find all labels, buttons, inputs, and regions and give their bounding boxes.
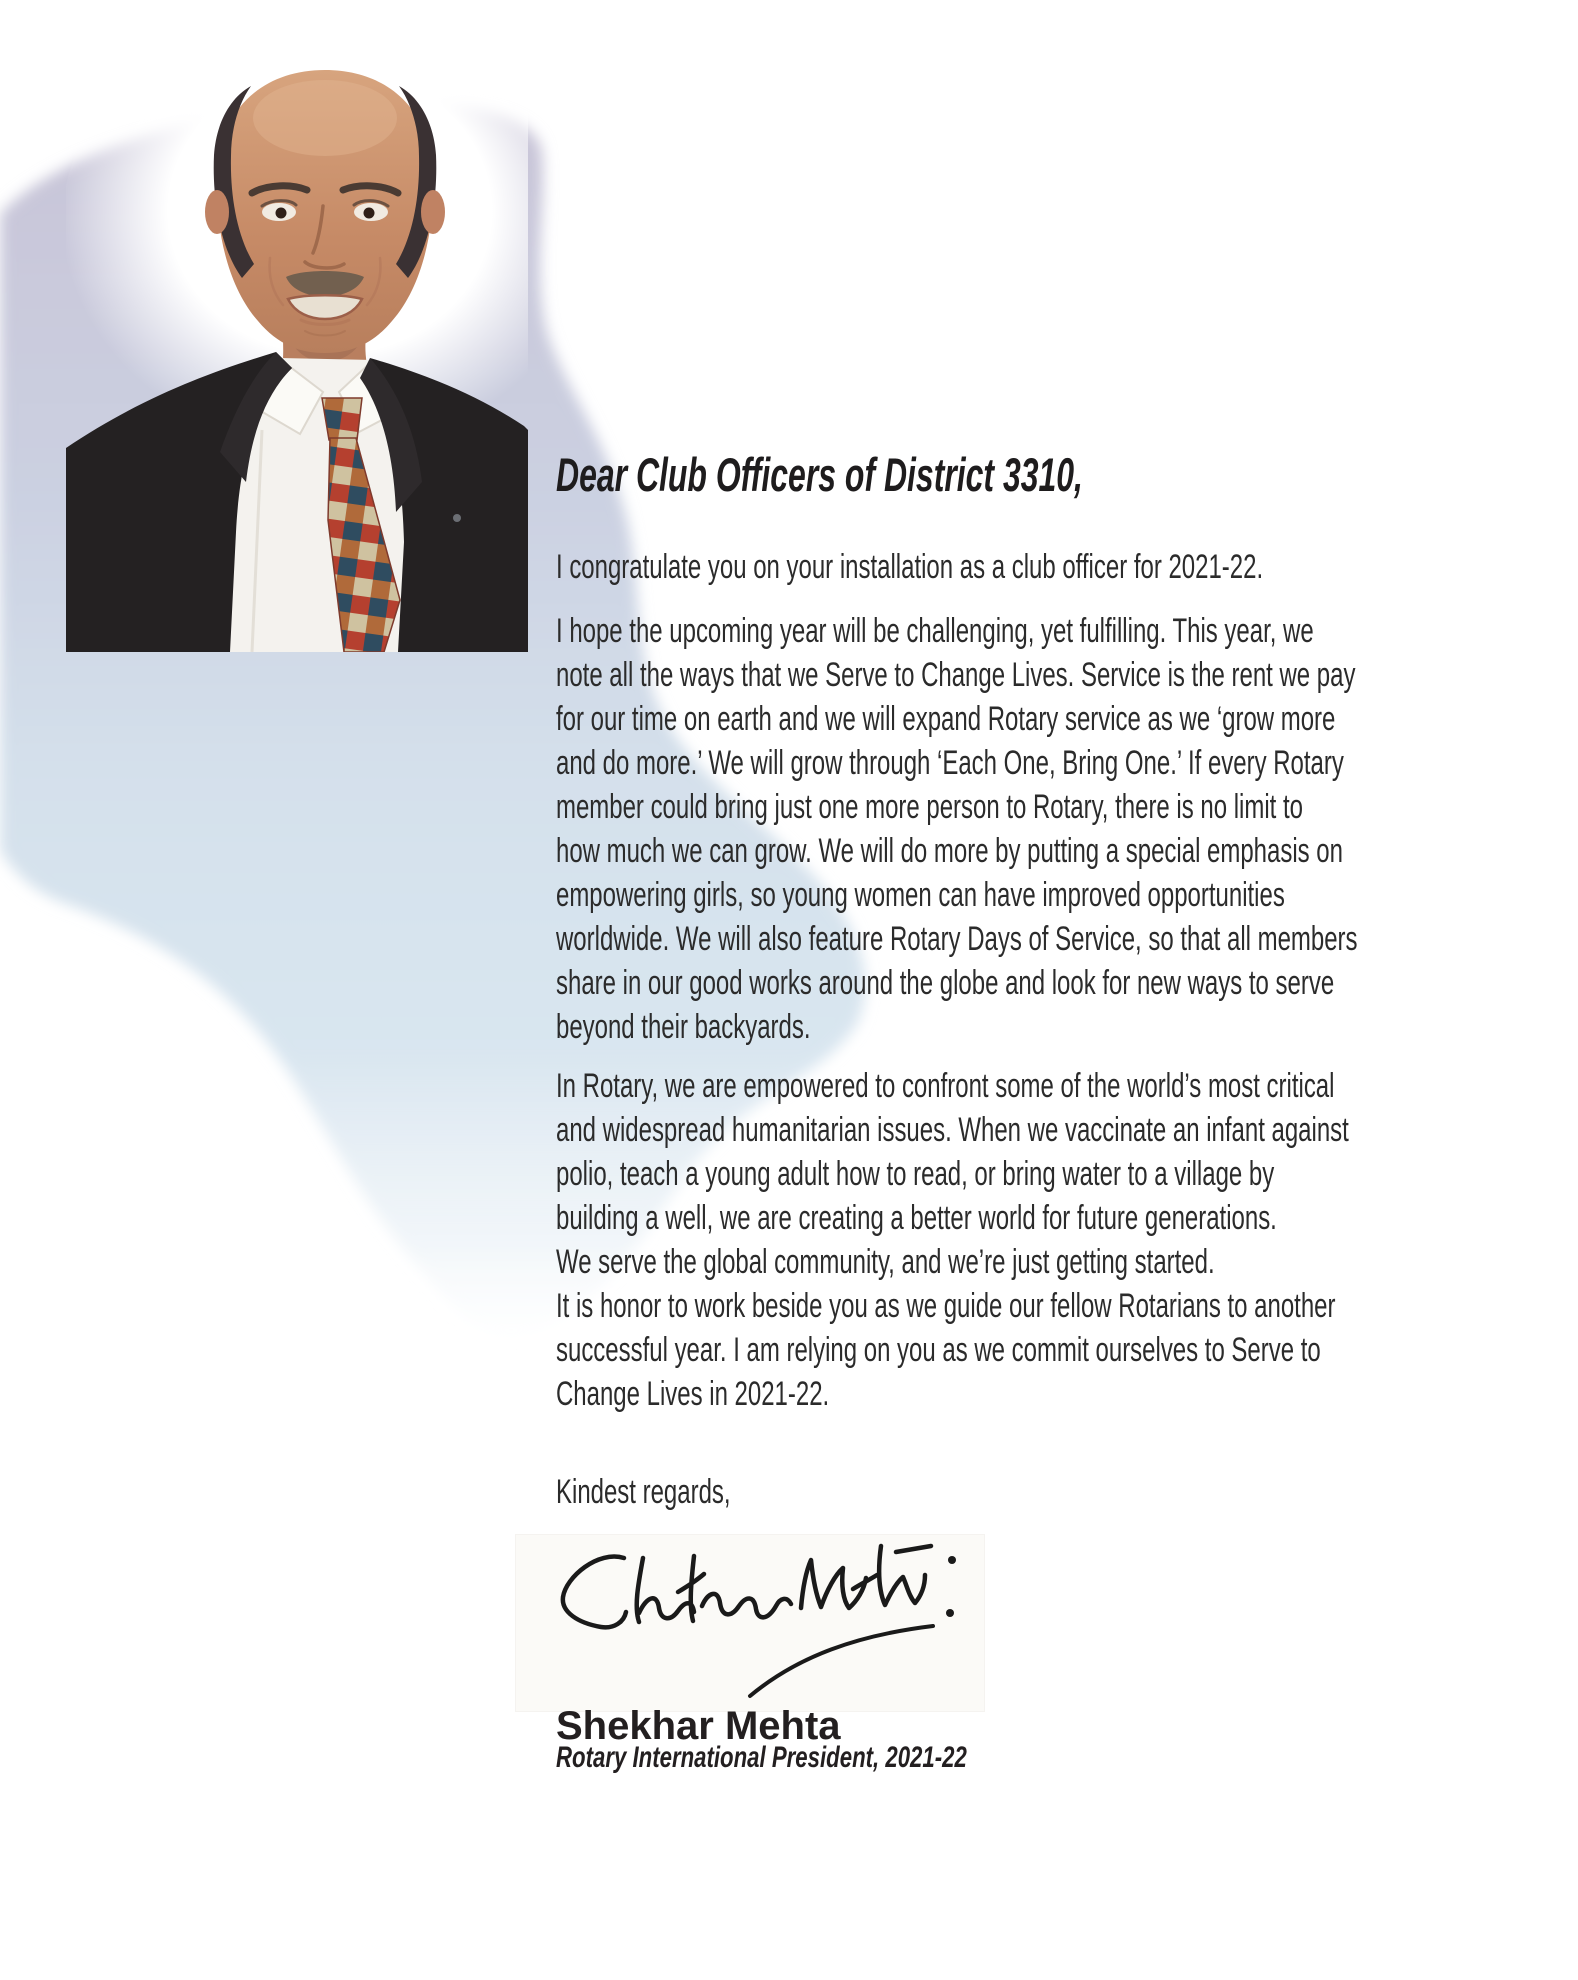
letter-line: member could bring just one more person to Rotary, there is no limit to <box>556 788 1303 826</box>
letter-line: We serve the global community, and we’re just getting started. <box>556 1243 1215 1281</box>
signature-script <box>540 1528 1000 1718</box>
letter-line: polio, teach a young adult how to read, or bring water to a village by <box>556 1155 1275 1193</box>
letter-paragraph-3 <box>556 1064 1578 1284</box>
letter-line: successful year. I am relying on you as we commit ourselves to Serve to <box>556 1331 1321 1369</box>
letter-paragraph-4 <box>556 1284 1578 1416</box>
letter-line: share in our good works around the globe and look for new ways to serve <box>556 964 1335 1002</box>
letter-line: worldwide. We will also feature Rotary Days of Service, so that all members <box>556 920 1358 958</box>
closing-line <box>556 1470 804 1514</box>
letter-line: for our time on earth and we will expand Rotary service as we ‘grow more <box>556 700 1336 738</box>
letter-line: I hope the upcoming year will be challenging, yet fulfilling. This year, we <box>556 612 1314 650</box>
letter-heading: Dear Club Officers of District 3310, <box>556 448 1083 501</box>
letter-paragraph-1 <box>556 545 1559 589</box>
letter-line: beyond their backyards. <box>556 1008 811 1046</box>
letter-line: Change Lives in 2021-22. <box>556 1375 830 1413</box>
letter-line: In Rotary, we are empowered to confront some of the world’s most critical <box>556 1067 1335 1105</box>
letter-line: how much we can grow. We will do more by putting a special emphasis on <box>556 832 1343 870</box>
letter-line: and do more.’ We will grow through ‘Each One, Bring One.’ If every Rotary <box>556 744 1344 782</box>
letter-line: building a well, we are creating a better world for future generations. <box>556 1199 1277 1237</box>
letter-line: note all the ways that we Serve to Change Lives. Service is the rent we pay <box>556 656 1356 694</box>
signature-name: Shekhar Mehta <box>556 1704 841 1748</box>
letter-line: empowering girls, so young women can have improved opportunities <box>556 876 1285 914</box>
letter-line: It is honor to work beside you as we guide our fellow Rotarians to another <box>556 1287 1336 1325</box>
letter-line: I congratulate you on your installation as a club officer for 2021-22. <box>556 548 1264 586</box>
closing-text: Kindest regards, <box>556 1473 731 1511</box>
letter-line: and widespread humanitarian issues. When we vaccinate an infant against <box>556 1111 1349 1149</box>
signature-title: Rotary International President, 2021-22 <box>556 1741 967 1774</box>
portrait-photo <box>60 0 600 652</box>
letter-paragraph-2 <box>556 609 1578 1049</box>
